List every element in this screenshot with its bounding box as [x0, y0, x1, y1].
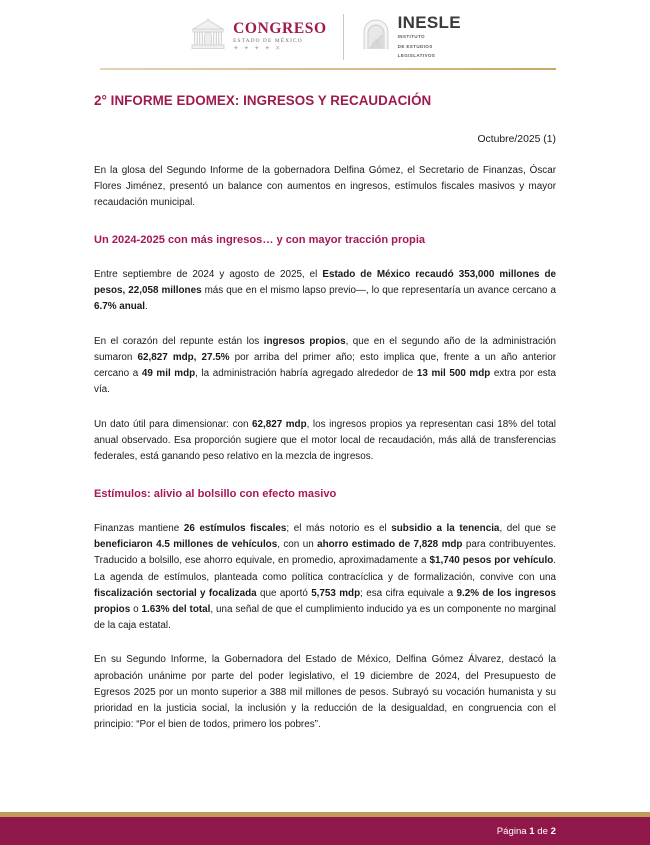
s2p1-text-i: ; esa cifra equivale a — [360, 587, 457, 599]
congreso-wordmark — [233, 21, 327, 52]
s2p1-bold-3: beneficiaron 4.5 millones de vehículos — [94, 539, 278, 551]
s1p2-bold-2: 62,827 mdp, 27.5% — [137, 351, 230, 363]
header-divider-rule — [100, 68, 556, 70]
s2p1-bold-1: 26 estímulos fiscales — [183, 522, 287, 534]
s2p1-bold-4: ahorro estimado de 7,828 mdp — [317, 539, 463, 551]
s1p3-text-a: Un dato útil para dimensionar: con — [94, 418, 253, 430]
s2p1-text-h: que aportó — [256, 587, 312, 599]
section1-paragraph-2 — [94, 334, 556, 399]
s2p1-text-c: ; el más notorio es el — [286, 522, 392, 534]
logo-row — [0, 14, 650, 60]
s2p1-bold-8: 9.2% de los ingresos propios — [94, 587, 556, 615]
congreso-logo — [189, 18, 327, 57]
s1p3-bold-1: 62,827 mdp — [252, 418, 307, 430]
s2p1-text-k: , una señal de que el cumplimiento inducido ya es un componente no marginal de la caja estatal. — [94, 603, 556, 632]
page-middle-label: de — [534, 825, 551, 837]
footer-bar — [0, 817, 650, 845]
page-number — [497, 826, 556, 837]
page-title: 2° INFORME EDOMEX: INGRESOS Y RECAUDACIÓN — [94, 93, 432, 108]
s1p2-bold-3: 49 mil mdp — [141, 368, 196, 380]
s1p2-text-e: , la administración habría agregado alrededor de — [195, 368, 417, 380]
s1p1-bold-1: Estado de México recaudó 353,000 millones de pesos, 22,058 millones — [94, 268, 556, 297]
s1p1-bold-2: 6.7% anual — [94, 301, 146, 313]
page-header — [0, 0, 650, 72]
s1p3-text-c: , los ingresos propios ya representan casi 18% del total anual observado. Esa proporción sugiere que el motor local de recaudación, más allá de transferencias federales, está ganando peso relativo en la mezcla de ingresos. — [94, 418, 556, 463]
s1p2-text-c: , que en el segundo año de la administración sumaron — [94, 335, 557, 363]
inesle-wordmark — [398, 14, 461, 60]
congreso-word: CONGRESO — [233, 20, 327, 38]
section1-paragraph-1 — [94, 267, 556, 316]
congress-building-icon — [189, 18, 227, 57]
document-content — [0, 72, 650, 734]
s2p1-text-d: , del que se — [499, 522, 557, 534]
s1p1-text-a: Entre septiembre de 2024 y agosto de 2025, el — [94, 268, 323, 280]
s1p2-bold-4: 13 mil 500 mdp — [416, 368, 491, 380]
section-heading-estimulos: Estímulos: alivio al bolsillo con efecto masivo — [94, 488, 337, 501]
s2p1-text-f: para contribuyentes. Traducido a bolsillo, ese ahorro equivale, en promedio, aproximadamente a — [94, 539, 556, 567]
page-footer — [0, 812, 650, 845]
section2-paragraph-1 — [94, 521, 556, 635]
intro-paragraph — [94, 163, 556, 212]
s2p1-bold-7: 5,753 mdp — [311, 587, 361, 599]
s2p1-bold-2: subsidio a la tenencia — [391, 522, 500, 534]
section1-paragraph-3 — [94, 417, 556, 466]
s2p2-text-a: En su Segundo Informe, la Gobernadora del Estado de México, Delfina Gómez Álvarez, destacó la aprobación unánime por parte del poder legislativo, el 19 diciembre de 2024, del Presupuesto de Egresos 2025 por un monto superior a 388 mil millones de pesos. Subrayó su vocación humanista y su prioridad en la justicia social, la inclusión y la reducción de la desigualdad, en congruencia con el principio: “Por el bien de todos, primero los pobres”. — [94, 654, 556, 731]
intro-text: En la glosa del Segundo Informe de la gobernadora Delfina Gómez, el Secretario de Finanzas, Óscar Flores Jiménez, presentó un balance con aumentos en ingresos, estímulos fiscales masivos y mayor recaudación municipal. — [94, 164, 556, 209]
s1p1-text-d: . — [145, 301, 148, 313]
inesle-subtitle-line2: DE ESTUDIOS — [397, 43, 433, 49]
document-date: Octubre/2025 (1) — [477, 133, 556, 145]
s2p1-text-a: Finanzas mantiene — [94, 522, 184, 534]
s2p1-bold-9: 1.63% del total — [141, 603, 211, 615]
inesle-subtitle-line1: INSTITUTO — [397, 34, 425, 40]
inesle-subtitle-line3: LEGISLATIVOS — [397, 53, 436, 59]
s2p1-text-e: , con un — [277, 539, 318, 551]
inesle-word: INESLE — [397, 13, 461, 33]
page-total-number: 2 — [550, 825, 556, 837]
section2-paragraph-2 — [94, 652, 556, 733]
congreso-ornament-icon: ✦ ✦ ✦ ✦ ✕ — [233, 45, 282, 53]
arch-building-icon — [360, 19, 392, 56]
s1p2-text-f: extra por esta vía. — [94, 368, 556, 396]
s1p2-text-a: En el corazón del repunte están los — [94, 335, 264, 347]
s1p2-text-d: por arriba del primer año; esto implica que, frente a un año anterior cercano a — [94, 351, 557, 380]
s2p1-bold-6: fiscalización sectorial y focalizada — [94, 587, 257, 599]
s1p1-text-c: más que en el mismo lapso previo—, lo que representaría un avance cercano a — [201, 285, 556, 297]
page-prefix-label: Página — [496, 825, 530, 837]
page-current-number: 1 — [529, 825, 535, 837]
s2p1-text-j: o — [130, 603, 142, 615]
s1p2-bold-1: ingresos propios — [263, 335, 346, 347]
section-heading-ingresos: Un 2024-2025 con más ingresos… y con mayor tracción propia — [94, 234, 426, 247]
inesle-logo — [343, 14, 461, 60]
congreso-subtitle: ESTADO DE MÉXICO — [233, 37, 303, 44]
s2p1-text-g: . La agenda de estímulos, planteada como política contracíclica y de formalización, convive con una — [94, 555, 556, 583]
s2p1-bold-5: $1,740 pesos por vehículo — [429, 555, 554, 567]
